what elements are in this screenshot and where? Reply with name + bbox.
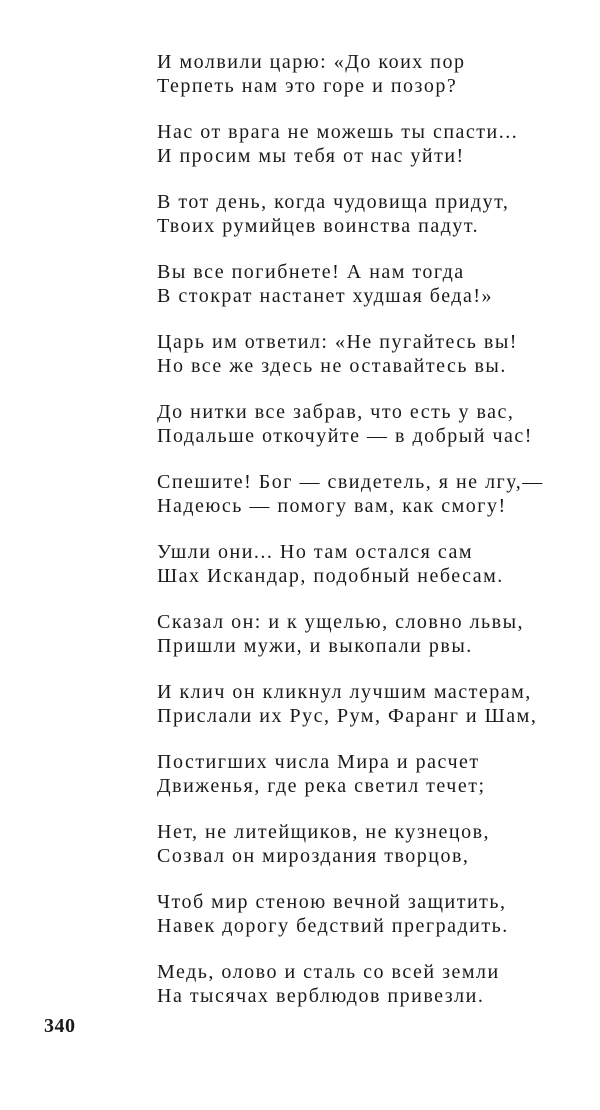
verse-line: В тот день, когда чудовища придут,	[157, 191, 510, 213]
verse-line: Чтоб мир стеною вечной защитить,	[157, 891, 507, 913]
verse-line: Сказал он: и к ущелью, словно львы,	[157, 611, 525, 633]
verse-line: И молвили царю: «До коих пор	[157, 51, 466, 73]
verse-line: В стократ настанет худшая беда!»	[157, 285, 494, 307]
verse-line: Прислали их Рус, Рум, Фаранг и Шам,	[157, 705, 538, 727]
verse-line: Пришли мужи, и выкопали рвы.	[157, 635, 473, 657]
stanza	[157, 50, 544, 120]
verse-line: Медь, олово и сталь со всей земли	[157, 961, 500, 983]
verse-line: Надеюсь — помогу вам, как смогу!	[157, 495, 507, 517]
stanza	[157, 330, 544, 400]
stanza	[157, 960, 544, 1030]
verse-line: Терпеть нам это горе и позор?	[157, 75, 458, 97]
verse-line: Нет, не литейщиков, не кузнецов,	[157, 821, 491, 843]
stanza	[157, 260, 544, 330]
verse-line: И клич он кликнул лучшим мастерам,	[157, 681, 532, 703]
verse-line: Твоих румийцев воинства падут.	[157, 215, 480, 237]
verse-line: Спешите! Бог — свидетель, я не лгу,—	[157, 471, 544, 493]
verse-line: Движенья, где река светил течет;	[157, 775, 486, 797]
verse-line: И просим мы тебя от нас уйти!	[157, 145, 465, 167]
stanza	[157, 680, 544, 750]
stanza	[157, 610, 544, 680]
stanza	[157, 820, 544, 890]
verse-line: Шах Искандар, подобный небесам.	[157, 565, 504, 587]
stanza	[157, 120, 544, 190]
verse-line: До нитки все забрав, что есть у вас,	[157, 401, 515, 423]
verse-line: Царь им ответил: «Не пугайтесь вы!	[157, 331, 518, 353]
stanza	[157, 470, 544, 540]
verse-line: Ушли они... Но там остался сам	[157, 541, 473, 563]
verse-line: Но все же здесь не оставайтесь вы.	[157, 355, 507, 377]
stanza	[157, 540, 544, 610]
verse-line: Навек дорогу бедствий преградить.	[157, 915, 509, 937]
verse-line: Постигших числа Мира и расчет	[157, 751, 480, 773]
verse-line: Нас от врага не можешь ты спасти...	[157, 121, 519, 143]
stanza	[157, 190, 544, 260]
poem-text	[157, 50, 544, 1030]
stanza	[157, 890, 544, 960]
verse-line: Вы все погибнете! А нам тогда	[157, 261, 465, 283]
stanza	[157, 750, 544, 820]
stanza	[157, 400, 544, 470]
verse-line: Созвал он мироздания творцов,	[157, 845, 470, 867]
page-number: 340	[44, 1015, 76, 1037]
verse-line: Подальше откочуйте — в добрый час!	[157, 425, 533, 447]
verse-line: На тысячах верблюдов привезли.	[157, 985, 485, 1007]
